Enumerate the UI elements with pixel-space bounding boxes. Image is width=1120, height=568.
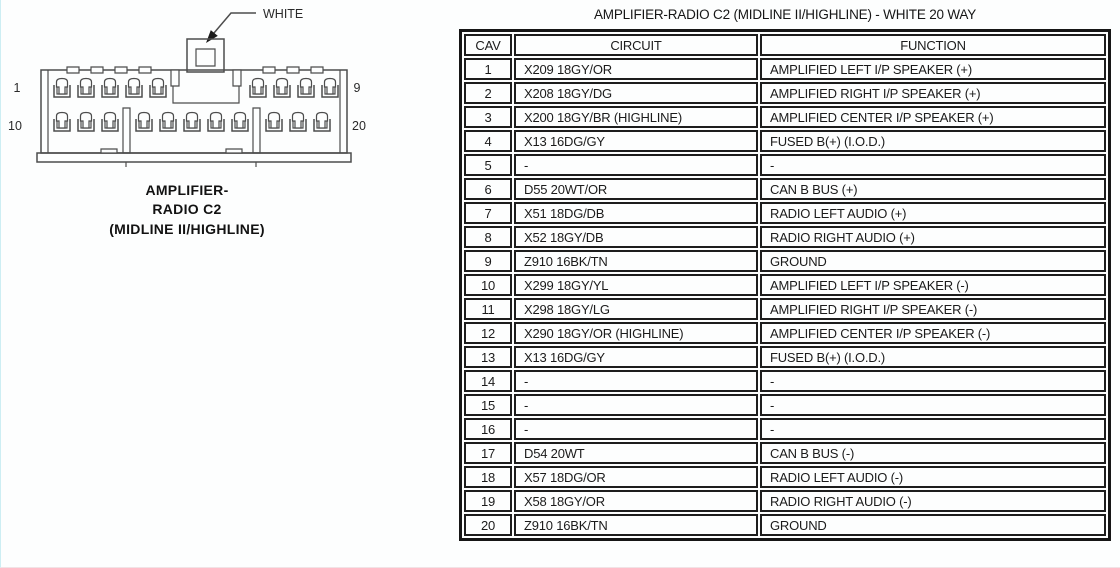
circuit-cell: - <box>514 394 758 416</box>
circuit-cell: D55 20WT/OR <box>514 178 758 200</box>
table-title: AMPLIFIER-RADIO C2 (MIDLINE II/HIGHLINE) - WHITE 20 WAY <box>593 7 977 22</box>
cavity-divider <box>253 108 260 153</box>
function-cell: FUSED B(+) (I.O.D.) <box>760 346 1106 368</box>
terminal-icon <box>290 113 306 132</box>
table-row <box>464 274 1106 296</box>
latch-hook-right <box>233 70 241 86</box>
table-row <box>464 178 1106 200</box>
terminal-icon <box>232 113 248 132</box>
circuit-cell: - <box>514 154 758 176</box>
connector-caption-line2: RADIO C2 <box>152 201 222 218</box>
table-row <box>464 130 1106 152</box>
pin-row-top <box>54 79 338 98</box>
terminal-icon <box>150 79 166 98</box>
function-cell: GROUND <box>760 514 1106 536</box>
cavity-divider <box>123 108 130 153</box>
latch-tab <box>187 39 224 72</box>
function-cell: - <box>760 154 1106 176</box>
terminal-icon <box>102 113 118 132</box>
terminal-icon <box>160 113 176 132</box>
terminal-icon <box>54 79 70 98</box>
leader-line <box>214 13 256 33</box>
circuit-cell: X298 18GY/LG <box>514 298 758 320</box>
circuit-cell: X51 18DG/DB <box>514 202 758 224</box>
function-cell: RADIO RIGHT AUDIO (-) <box>760 490 1106 512</box>
circuit-cell: X200 18GY/BR (HIGHLINE) <box>514 106 758 128</box>
white-color-callout <box>206 7 303 43</box>
cav-cell: 1 <box>464 58 512 80</box>
circuit-cell: D54 20WT <box>514 442 758 464</box>
pin-label-9: 9 <box>353 81 361 95</box>
cav-cell: 20 <box>464 514 512 536</box>
function-cell: AMPLIFIED LEFT I/P SPEAKER (+) <box>760 58 1106 80</box>
latch-recess <box>173 70 239 103</box>
cav-cell: 16 <box>464 418 512 440</box>
cav-cell: 11 <box>464 298 512 320</box>
pin-label-1: 1 <box>13 81 21 95</box>
cav-cell: 6 <box>464 178 512 200</box>
function-cell: AMPLIFIED RIGHT I/P SPEAKER (-) <box>760 298 1106 320</box>
cav-cell: 3 <box>464 106 512 128</box>
table-header-row <box>464 34 1106 56</box>
circuit-cell: - <box>514 418 758 440</box>
table-row <box>464 250 1106 272</box>
arrowhead-icon <box>206 30 218 43</box>
terminal-icon <box>274 79 290 98</box>
function-cell: - <box>760 394 1106 416</box>
pinout-table <box>459 29 1111 541</box>
table-row <box>464 298 1106 320</box>
function-cell: AMPLIFIED RIGHT I/P SPEAKER (+) <box>760 82 1106 104</box>
table-row <box>464 202 1106 224</box>
cav-cell: 12 <box>464 322 512 344</box>
circuit-cell: Z910 16BK/TN <box>514 514 758 536</box>
pin-row-bottom <box>54 113 330 132</box>
cav-cell: 14 <box>464 370 512 392</box>
cav-cell: 9 <box>464 250 512 272</box>
function-cell: CAN B BUS (-) <box>760 442 1106 464</box>
circuit-cell: Z910 16BK/TN <box>514 250 758 272</box>
function-cell: FUSED B(+) (I.O.D.) <box>760 130 1106 152</box>
terminal-icon <box>314 113 330 132</box>
cav-cell: 15 <box>464 394 512 416</box>
terminal-icon <box>250 79 266 98</box>
function-cell: RADIO RIGHT AUDIO (+) <box>760 226 1106 248</box>
function-cell: RADIO LEFT AUDIO (-) <box>760 466 1106 488</box>
terminal-icon <box>126 79 142 98</box>
terminal-icon <box>78 79 94 98</box>
table-row <box>464 394 1106 416</box>
terminal-icon <box>136 113 152 132</box>
cav-cell: 2 <box>464 82 512 104</box>
connector-drawing <box>1 0 441 175</box>
cav-cell: 8 <box>464 226 512 248</box>
terminal-icon <box>266 113 282 132</box>
function-cell: - <box>760 370 1106 392</box>
header-cav: CAV <box>464 34 512 56</box>
function-cell: AMPLIFIED CENTER I/P SPEAKER (+) <box>760 106 1106 128</box>
pin-label-20: 20 <box>352 119 366 133</box>
terminal-icon <box>208 113 224 132</box>
pin-label-10: 10 <box>8 119 22 133</box>
circuit-cell: X290 18GY/OR (HIGHLINE) <box>514 322 758 344</box>
table-row <box>464 370 1106 392</box>
table-row <box>464 154 1106 176</box>
circuit-cell: X13 16DG/GY <box>514 130 758 152</box>
circuit-cell: X209 18GY/OR <box>514 58 758 80</box>
connector-caption-line1: AMPLIFIER- <box>145 182 229 198</box>
table-row <box>464 106 1106 128</box>
header-function: FUNCTION <box>760 34 1106 56</box>
terminal-icon <box>102 79 118 98</box>
table-row <box>464 322 1106 344</box>
cav-cell: 5 <box>464 154 512 176</box>
circuit-cell: X13 16DG/GY <box>514 346 758 368</box>
terminal-icon <box>184 113 200 132</box>
cav-cell: 13 <box>464 346 512 368</box>
table-row <box>464 418 1106 440</box>
circuit-cell: X208 18GY/DG <box>514 82 758 104</box>
connector-caption <box>1 181 373 239</box>
white-color-label: WHITE <box>263 7 304 21</box>
terminal-icon <box>322 79 338 98</box>
latch-hook-left <box>171 70 179 86</box>
bottom-rail <box>37 153 351 162</box>
connector-caption-line3: (MIDLINE II/HIGHLINE) <box>109 220 265 237</box>
table-row <box>464 466 1106 488</box>
table-row <box>464 514 1106 536</box>
cav-cell: 7 <box>464 202 512 224</box>
function-cell: RADIO LEFT AUDIO (+) <box>760 202 1106 224</box>
terminal-icon <box>78 113 94 132</box>
circuit-cell: X57 18DG/OR <box>514 466 758 488</box>
function-cell: CAN B BUS (+) <box>760 178 1106 200</box>
circuit-cell: X299 18GY/YL <box>514 274 758 296</box>
table-row <box>464 346 1106 368</box>
terminal-icon <box>54 113 70 132</box>
table-row <box>464 58 1106 80</box>
cav-cell: 4 <box>464 130 512 152</box>
cav-cell: 17 <box>464 442 512 464</box>
table-row <box>464 82 1106 104</box>
table-row <box>464 442 1106 464</box>
circuit-cell: - <box>514 370 758 392</box>
function-cell: AMPLIFIED CENTER I/P SPEAKER (-) <box>760 322 1106 344</box>
function-cell: - <box>760 418 1106 440</box>
table-row <box>464 490 1106 512</box>
header-circuit: CIRCUIT <box>514 34 758 56</box>
function-cell: AMPLIFIED LEFT I/P SPEAKER (-) <box>760 274 1106 296</box>
cav-cell: 10 <box>464 274 512 296</box>
function-cell: GROUND <box>760 250 1106 272</box>
table-row <box>464 226 1106 248</box>
pinout-table-body <box>464 58 1106 536</box>
cav-cell: 19 <box>464 490 512 512</box>
circuit-cell: X58 18GY/OR <box>514 490 758 512</box>
terminal-icon <box>298 79 314 98</box>
circuit-cell: X52 18GY/DB <box>514 226 758 248</box>
cav-cell: 18 <box>464 466 512 488</box>
